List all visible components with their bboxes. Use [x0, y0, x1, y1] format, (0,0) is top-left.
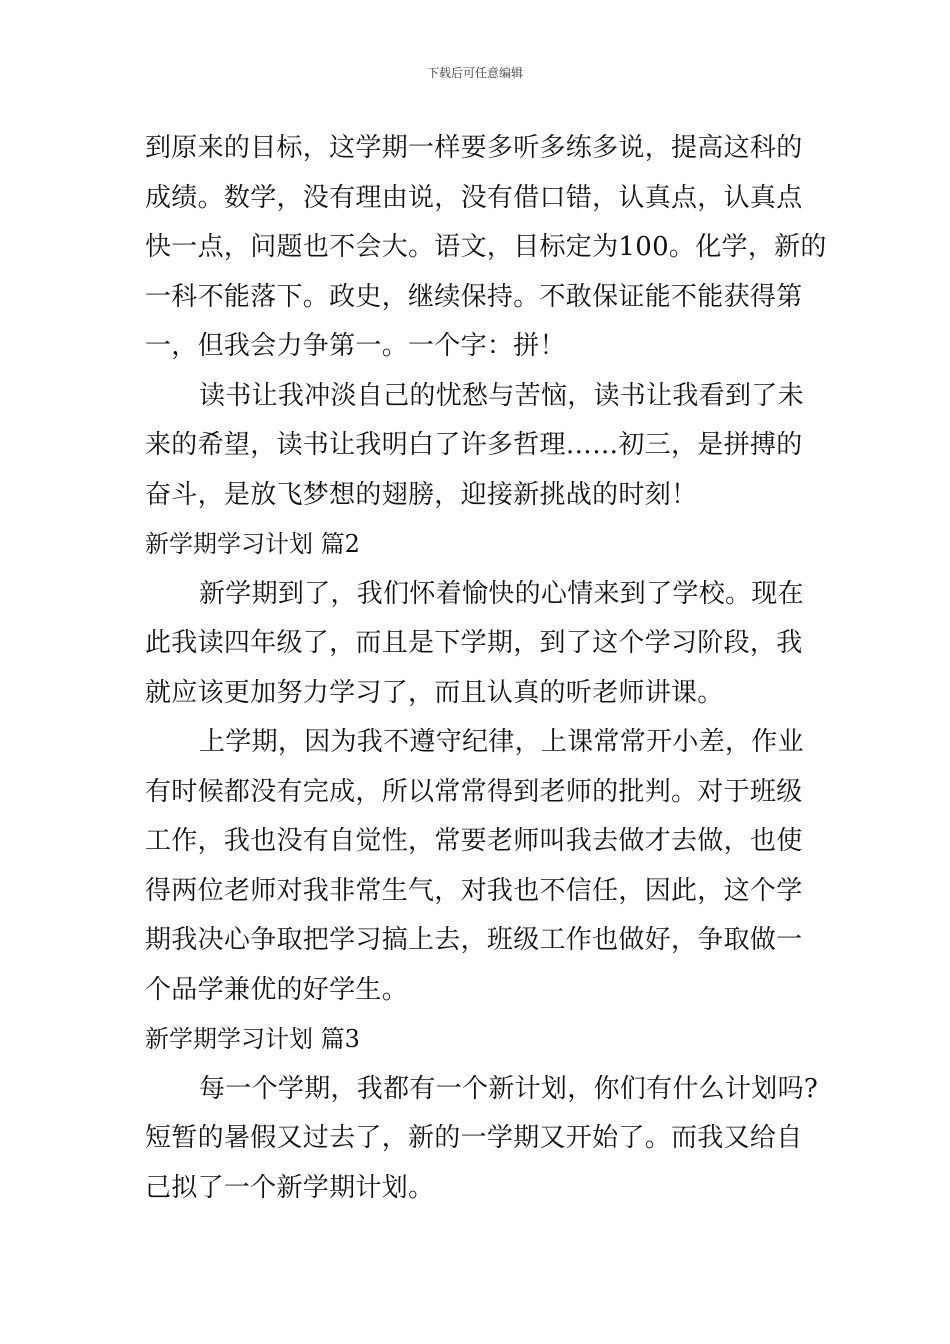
- text-line: 有时候都没有完成，所以常常得到老师的批判。对于班级: [145, 776, 803, 807]
- text-line: 奋斗，是放飞梦想的翅膀，迎接新挑战的时刻！: [145, 479, 698, 510]
- paragraph: [145, 718, 811, 1015]
- text-line: 短暂的暑假又过去了，新的一学期又开始了。而我又给自: [145, 1123, 803, 1153]
- text-line: 一，但我会力争第一。一个字：拼！: [145, 331, 566, 361]
- text-line: 己拟了一个新学期计划。: [145, 1172, 435, 1203]
- text-line: 期我决心争取把学习搞上去，班级工作也做好，争取做一: [145, 925, 803, 955]
- text-line: 快一点，问题也不会大。语文，目标定为100。化学，新的: [145, 232, 827, 262]
- paragraph: [145, 372, 811, 521]
- text-line: 每一个学期，我都有一个新计划，你们有什么计划吗?: [199, 1073, 819, 1104]
- text-line: 到原来的目标，这学期一样要多听多练多说，提高这科的: [145, 133, 803, 163]
- paragraph: [145, 124, 827, 372]
- document-body: [145, 124, 827, 1213]
- text-line: 一科不能落下。政史，继续保持。不敢保证能不能获得第: [145, 281, 803, 312]
- paragraph: [145, 570, 811, 719]
- section-heading: 新学期学习计划 篇2: [145, 530, 360, 558]
- text-line: 成绩。数学，没有理由说，没有借口错，认真点，认真点: [145, 182, 803, 213]
- text-line: 此我读四年级了，而且是下学期，到了这个学习阶段，我: [145, 628, 803, 658]
- text-line: 来的希望，读书让我明白了许多哲理……初三，是拼搏的: [145, 430, 803, 460]
- text-line: 得两位老师对我非常生气，对我也不信任，因此，这个学: [145, 875, 803, 906]
- text-line: 个品学兼优的好学生。: [145, 974, 409, 1005]
- text-line: 新学期到了，我们怀着愉快的心情来到了学校。现在: [199, 578, 804, 609]
- text-line: 工作，我也没有自觉性，常要老师叫我去做才去做，也使: [145, 826, 803, 856]
- section-heading: 新学期学习计划 篇3: [145, 1025, 360, 1053]
- text-line: 就应该更加努力学习了，而且认真的听老师讲课。: [145, 677, 724, 708]
- text-line: 读书让我冲淡自己的忧愁与苦恼，读书让我看到了未: [199, 380, 804, 411]
- text-line: 上学期，因为我不遵守纪律，上课常常开小差，作业: [199, 727, 804, 757]
- page-header-note: 下载后可任意编辑: [426, 66, 523, 80]
- paragraph: [145, 1065, 819, 1214]
